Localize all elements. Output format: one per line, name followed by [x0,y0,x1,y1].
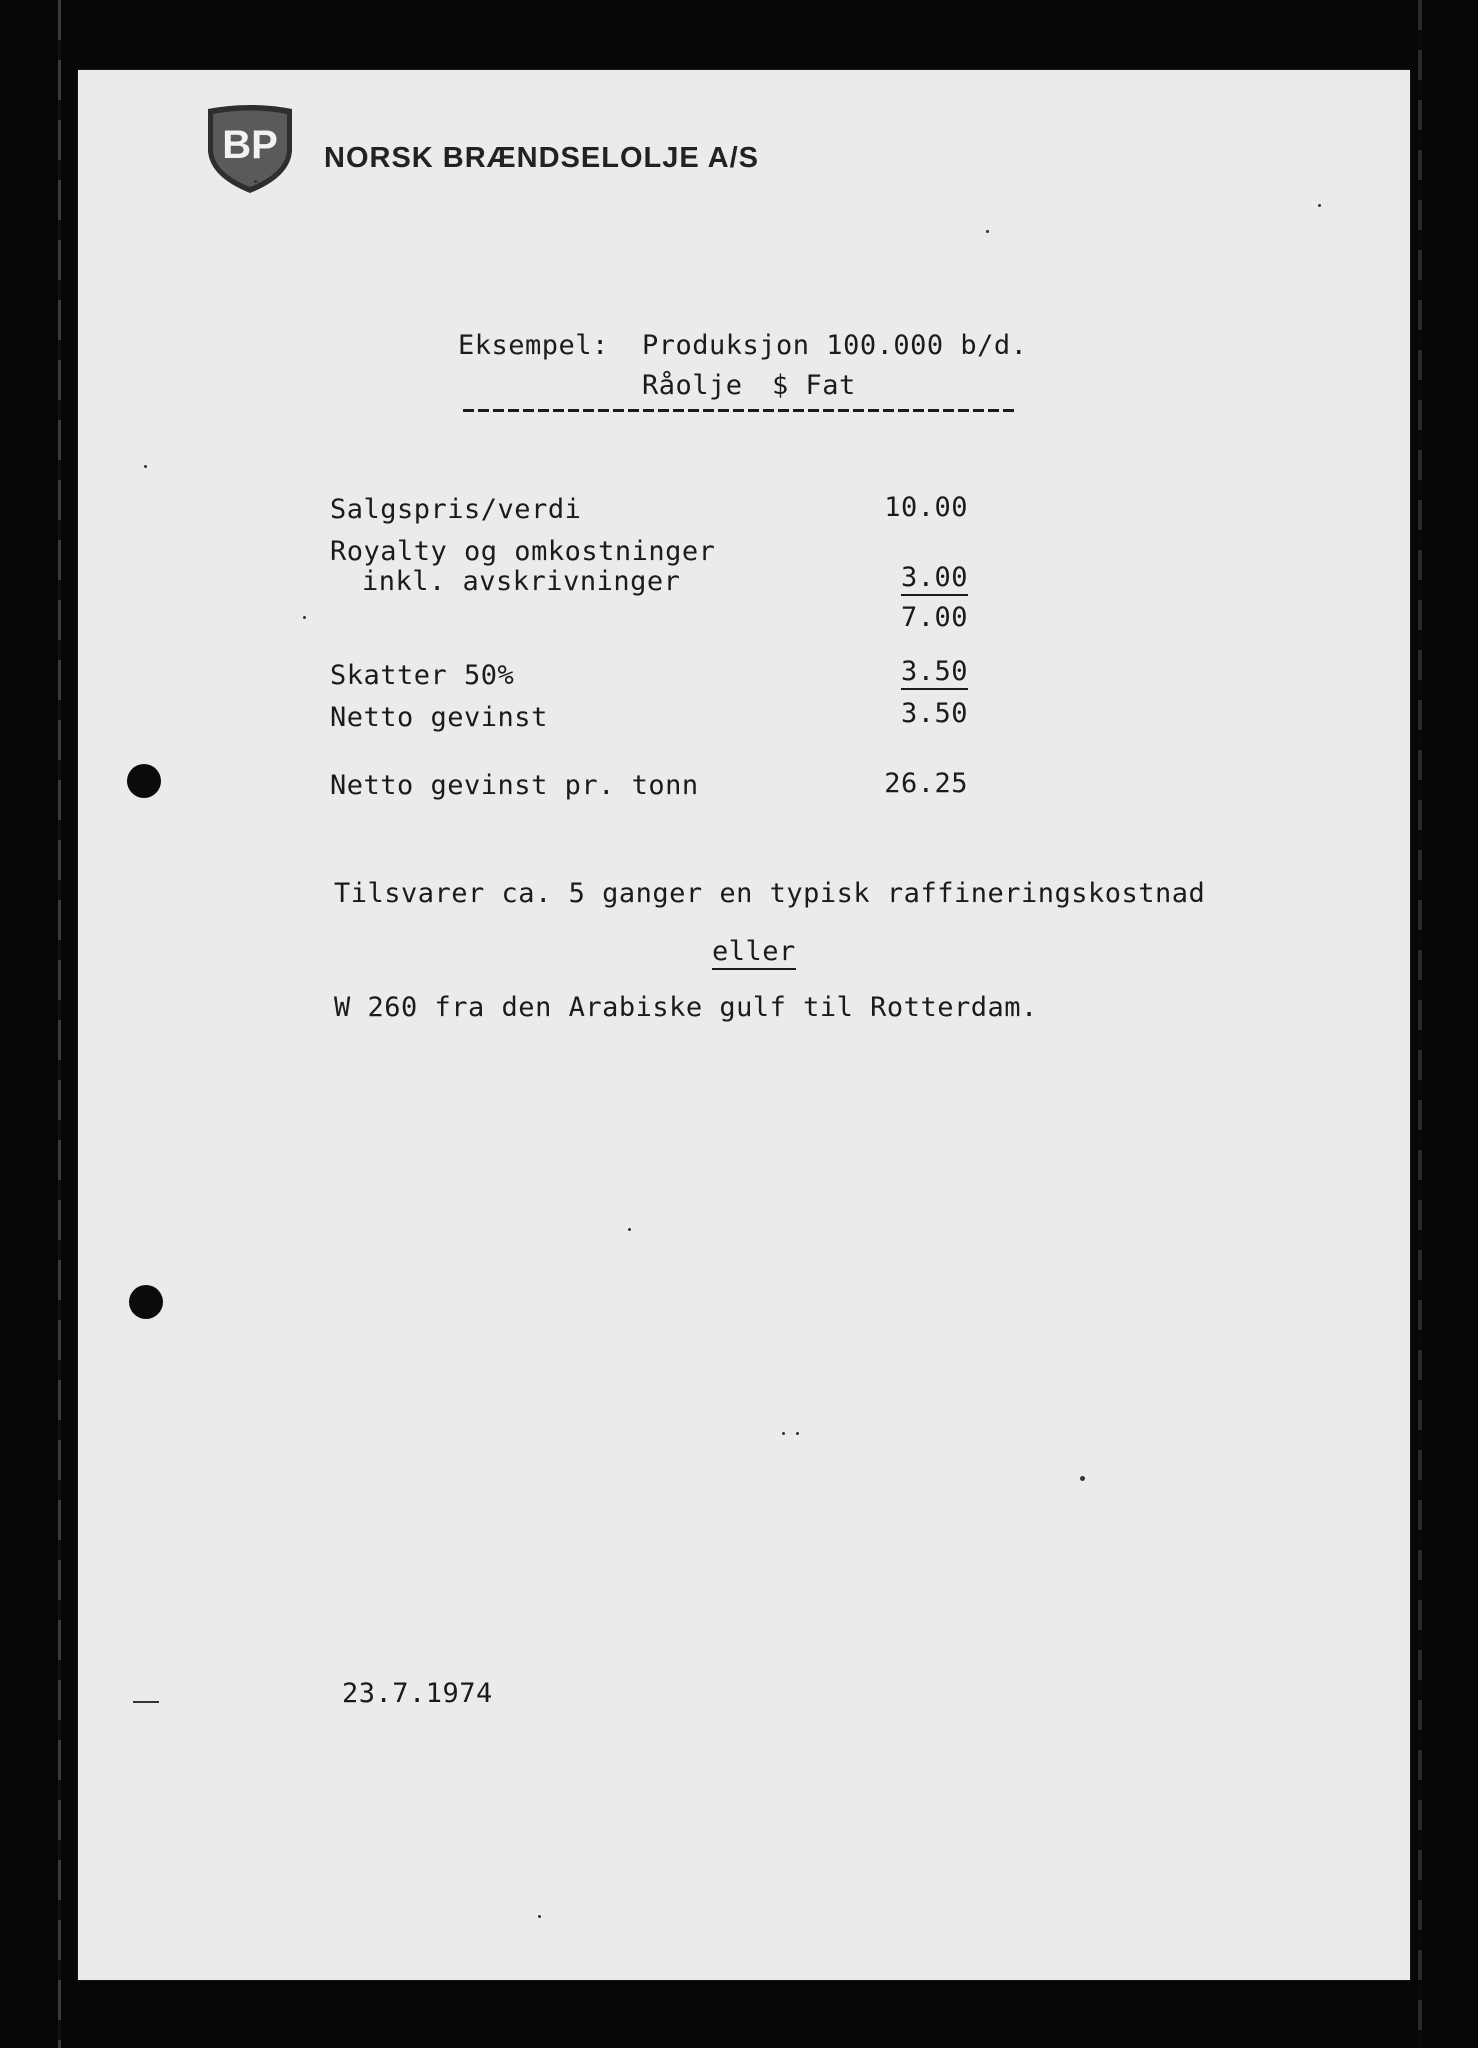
punch-hole [127,764,161,798]
row-label: Netto gevinst pr. tonn [330,770,699,801]
date: 23.7.1974 [342,1678,493,1709]
pencil-mark [133,1701,159,1703]
punch-hole [129,1285,163,1319]
row-value: 10.00 [884,492,968,523]
example-label: Eksempel: [458,330,609,361]
speck [1318,204,1321,207]
row-label: Netto gevinst [330,702,548,733]
document-page [78,70,1410,1980]
speck [254,180,257,183]
binder-edge [58,0,61,2048]
row-label: Skatter 50% [330,660,515,691]
speck [1080,1476,1085,1481]
speck [538,1915,541,1918]
row-label-continued: inkl. avskrivninger [362,566,681,597]
conclusion-text: Tilsvarer ca. 5 ganger en typisk raffineringskostnad [334,878,1206,909]
unit-label: $ Fat [772,370,856,401]
company-name: NORSK BRÆNDSELOLJE A/S [324,142,760,174]
or-text: eller [712,936,796,970]
speck [303,616,306,619]
speck [782,1432,785,1435]
bp-logo-text: BP [222,123,278,167]
subtotal-value: 7.00 [900,602,968,633]
header-rule [463,409,1018,412]
row-value: 3.50 [901,656,968,690]
scan-edge [1418,0,1422,2048]
conclusion-text-2: W 260 fra den Arabiske gulf til Rotterdam. [334,992,1038,1023]
speck [628,1228,631,1231]
row-value: 26.25 [884,768,968,799]
row-value: 3.50 [900,698,968,729]
crude-label: Råolje [642,370,743,401]
speck [144,465,147,468]
row-label: Royalty og omkostninger [330,536,716,567]
row-value: 3.00 [901,562,968,596]
speck [796,1432,799,1435]
speck [986,230,989,233]
bp-logo [204,103,296,195]
row-label: Salgspris/verdi [330,494,582,525]
production-text: Produksjon 100.000 b/d. [642,330,1028,361]
